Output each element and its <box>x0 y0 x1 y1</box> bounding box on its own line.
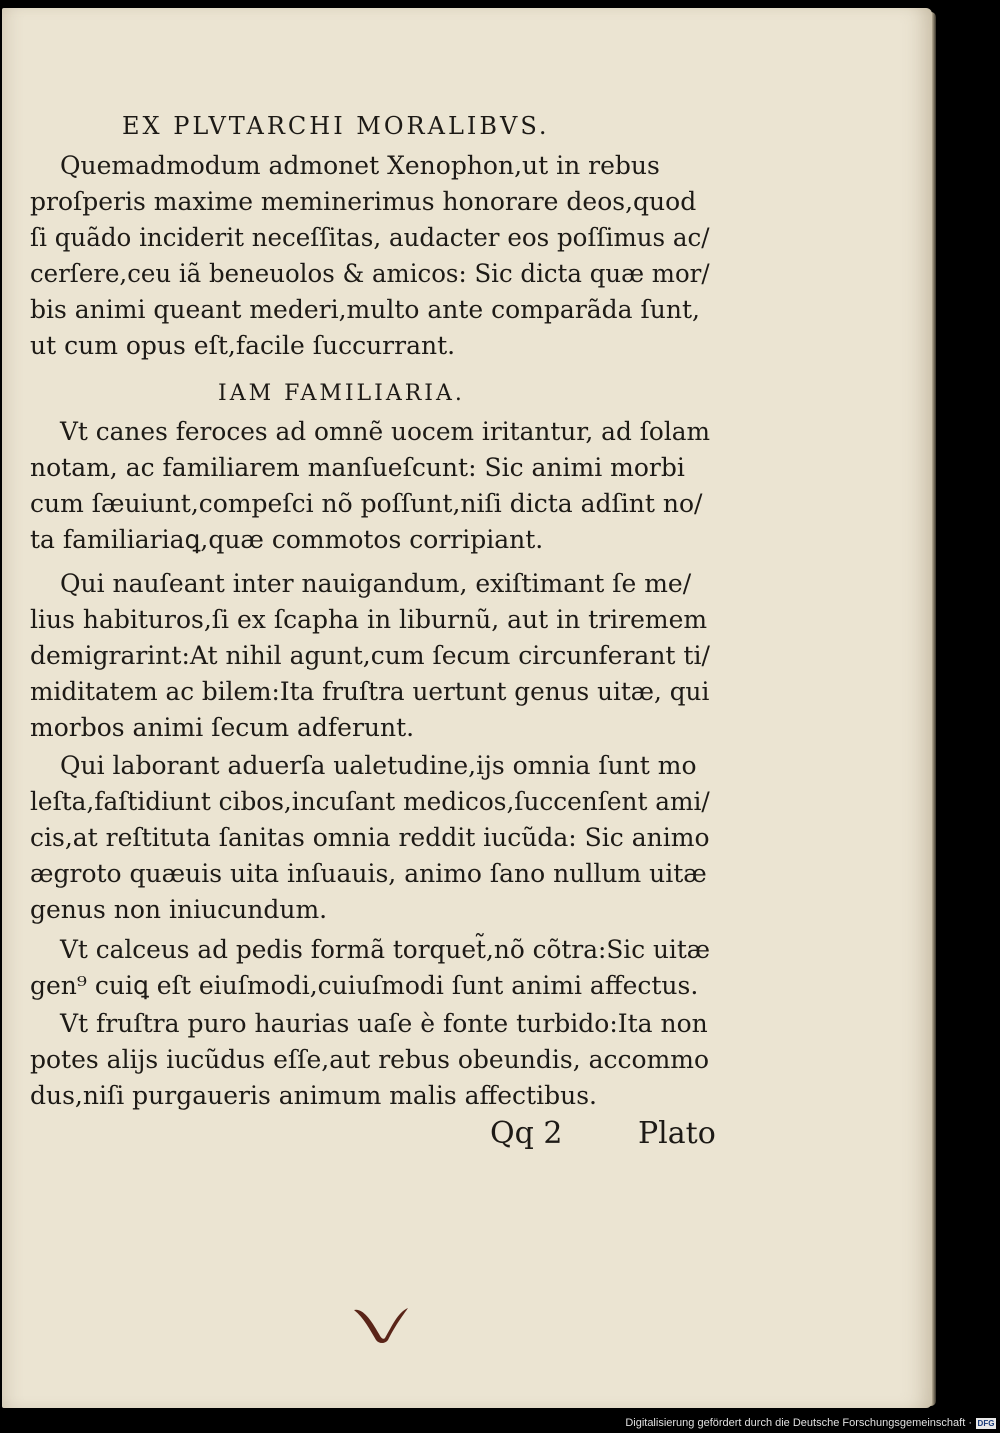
text-line: bis animi queant mederi,multo ante comparãda ſunt, <box>30 295 700 324</box>
text-line: Quemadmodum admonet Xenophon,ut in rebus <box>60 151 660 180</box>
text-line: ut cum opus eſt,facile ſuccurrant. <box>30 331 456 360</box>
catchword: Plato <box>638 1116 716 1151</box>
book-page <box>2 8 932 1408</box>
text-line: cis,at reſtituta ſanitas omnia reddit iucũda: Sic animo <box>30 823 710 852</box>
text-line: gen⁹ cuiꝗ eſt eiuſmodi,cuiuſmodi ſunt animi affectus. <box>30 971 699 1000</box>
text-line: lius habituros,ſi ex ſcapha in liburnũ, aut in triremem <box>30 605 708 634</box>
text-line: ta familiariaꝗ,quæ commotos corripiant. <box>30 525 544 554</box>
text-line: cum ſæuiunt,compeſci nõ poſſunt,niſi dicta adſint no/ <box>30 489 703 518</box>
text-line: dus,niſi purgaueris animum malis affectibus. <box>30 1081 597 1110</box>
text-line: notam, ac familiarem manſueſcunt: Sic animi morbi <box>30 453 685 482</box>
text-line: Vt calceus ad pedis formã torquet̃,nõ cõtra:Sic uitæ <box>60 935 711 964</box>
dfg-logo-icon: DFG <box>977 1419 995 1428</box>
text-line: proſperis maxime meminerimus honorare deos,quod <box>30 187 697 216</box>
text-line: miditatem ac bilem:Ita fruſtra uertunt genus uitæ, qui <box>30 677 710 706</box>
text-line: potes alijs iucũdus eſſe,aut rebus obeundis, accommo <box>30 1045 710 1074</box>
text-line: demigrarint:At nihil agunt,cum ſecum circunferant ti/ <box>30 641 710 670</box>
digitization-credit: Digitalisierung gefördert durch die Deutsche Forschungsgemeinschaft · <box>625 1417 972 1429</box>
page-ornament-icon <box>352 1304 410 1344</box>
text-line: ſi quãdo inciderit neceſſitas, audacter eos poſſimus ac/ <box>30 223 710 252</box>
text-line: cerſere,ceu iã beneuolos & amicos: Sic dicta quæ mor/ <box>30 259 710 288</box>
text-line: Vt fruſtra puro haurias uaſe è fonte turbido:Ita non <box>60 1009 708 1038</box>
text-line: Vt canes feroces ad omnẽ uocem iritantur, ad ſolam <box>60 417 711 446</box>
text-line: ægroto quæuis uita inſuauis, animo ſano nullum uitæ <box>30 859 707 888</box>
text-line: Qui laborant aduerſa ualetudine,ijs omnia ſunt mo <box>60 751 697 780</box>
text-line: genus non iniucundum. <box>30 895 328 924</box>
text-line: Qui nauſeant inter nauigandum, exiſtimant ſe me/ <box>60 569 692 598</box>
text-line: morbos animi ſecum adferunt. <box>30 713 415 742</box>
text-line: leſta,faſtidiunt cibos,incuſant medicos,ſuccenſent ami/ <box>30 787 710 816</box>
running-head: EX PLVTARCHI MORALIBVS. <box>122 112 550 140</box>
signature-mark: Qq 2 <box>490 1116 563 1151</box>
section-heading: IAM FAMILIARIA. <box>218 381 465 406</box>
